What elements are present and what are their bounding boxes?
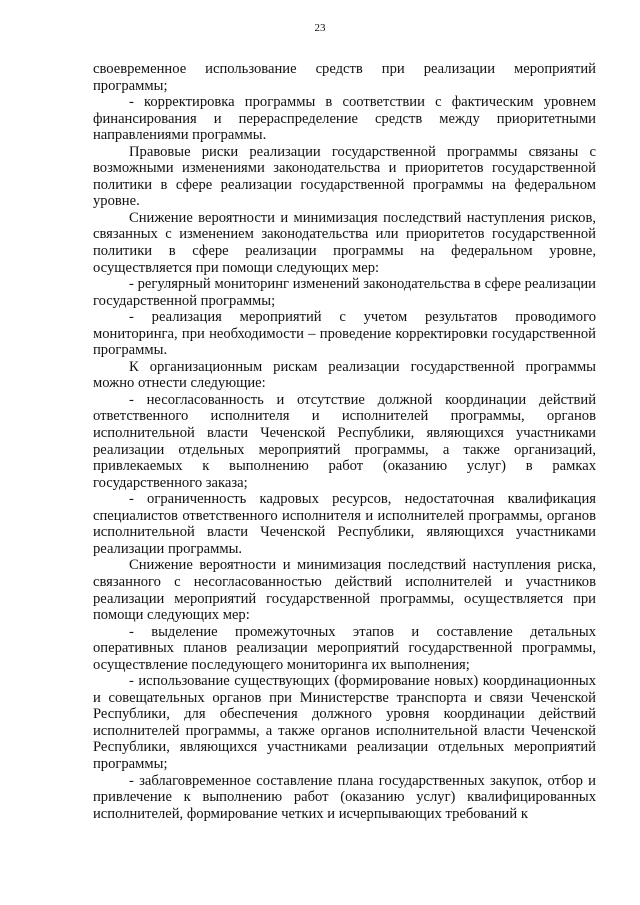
paragraph-organizational-risks: К организационным рискам реализации государственной программы можно отнести следующие: xyxy=(93,358,596,392)
list-item-program-adjustment: - корректировка программы в соответствии с фактическим уровнем финансирования и перераспределение средств между приоритетными направлениями программы. xyxy=(93,94,596,144)
list-item-procurement-plan: - заблаговременное составление плана государственных закупок, отбор и привлечение к выполнению работ (оказанию услуг) квалифицированных исполнителей, формирование четких и исчерпывающих требований к xyxy=(93,772,596,822)
paragraph-legal-risks: Правовые риски реализации государственной программы связаны с возможными изменениями законодательства и приоритетов государственной политики в сфере реализации государственной программы на федеральном уровне. xyxy=(93,143,596,210)
list-item-interim-stages: - выделение промежуточных этапов и составление детальных оперативных планов реализации мероприятий государственной программы, осуществление последующего мониторинга их выполнения; xyxy=(93,623,596,673)
list-item-coordination-bodies: - использование существующих (формирование новых) координационных и совещательных органов при Министерстве транспорта и связи Чеченской Республики, для обеспечения должного уровня координации действий исполнителей программы, а также органов исполнительной власти Чеченской Республики, являющихся участниками реализации отдельных мероприятий программы; xyxy=(93,673,596,772)
paragraph-legal-risk-mitigation: Снижение вероятности и минимизация последствий наступления рисков, связанных с изменением законодательства или приоритетов государственной политики в сфере реализации программы на федеральном уровне, осуществляется при помощи следующих мер: xyxy=(93,209,596,276)
list-item-measures-implementation: - реализация мероприятий с учетом результатов проводимого мониторинга, при необходимости – проведение корректировки государственной программы. xyxy=(93,309,596,359)
paragraph-coordination-mitigation: Снижение вероятности и минимизация последствий наступления риска, связанного с несогласованностью действий исполнителей и участников реализации мероприятий государственной программы, осуществляется при помощи следующих мер: xyxy=(93,557,596,624)
list-item-legislation-monitoring: - регулярный мониторинг изменений законодательства в сфере реализации государственной программы; xyxy=(93,276,596,309)
list-item-coordination-risk: - несогласованность и отсутствие должной координации действий ответственного исполнителя и исполнителей программы, органов исполнительной власти Чеченской Республики, являющихся участниками реализации отдельных мероприятий программы, а также организаций, привлекаемых к выполнению работ (оказанию услуг) в рамках государственного заказа; xyxy=(93,391,596,491)
paragraph-funding-continuation: своевременное использование средств при реализации мероприятий программы; xyxy=(93,61,596,94)
list-item-staffing-risk: - ограниченность кадровых ресурсов, недостаточная квалификация специалистов ответственного исполнителя и исполнителей программы, органов исполнительной власти Чеченской Республики, являющихся участниками реализации программы. xyxy=(93,491,596,557)
document-body xyxy=(93,61,596,822)
page-number: 23 xyxy=(314,22,326,34)
